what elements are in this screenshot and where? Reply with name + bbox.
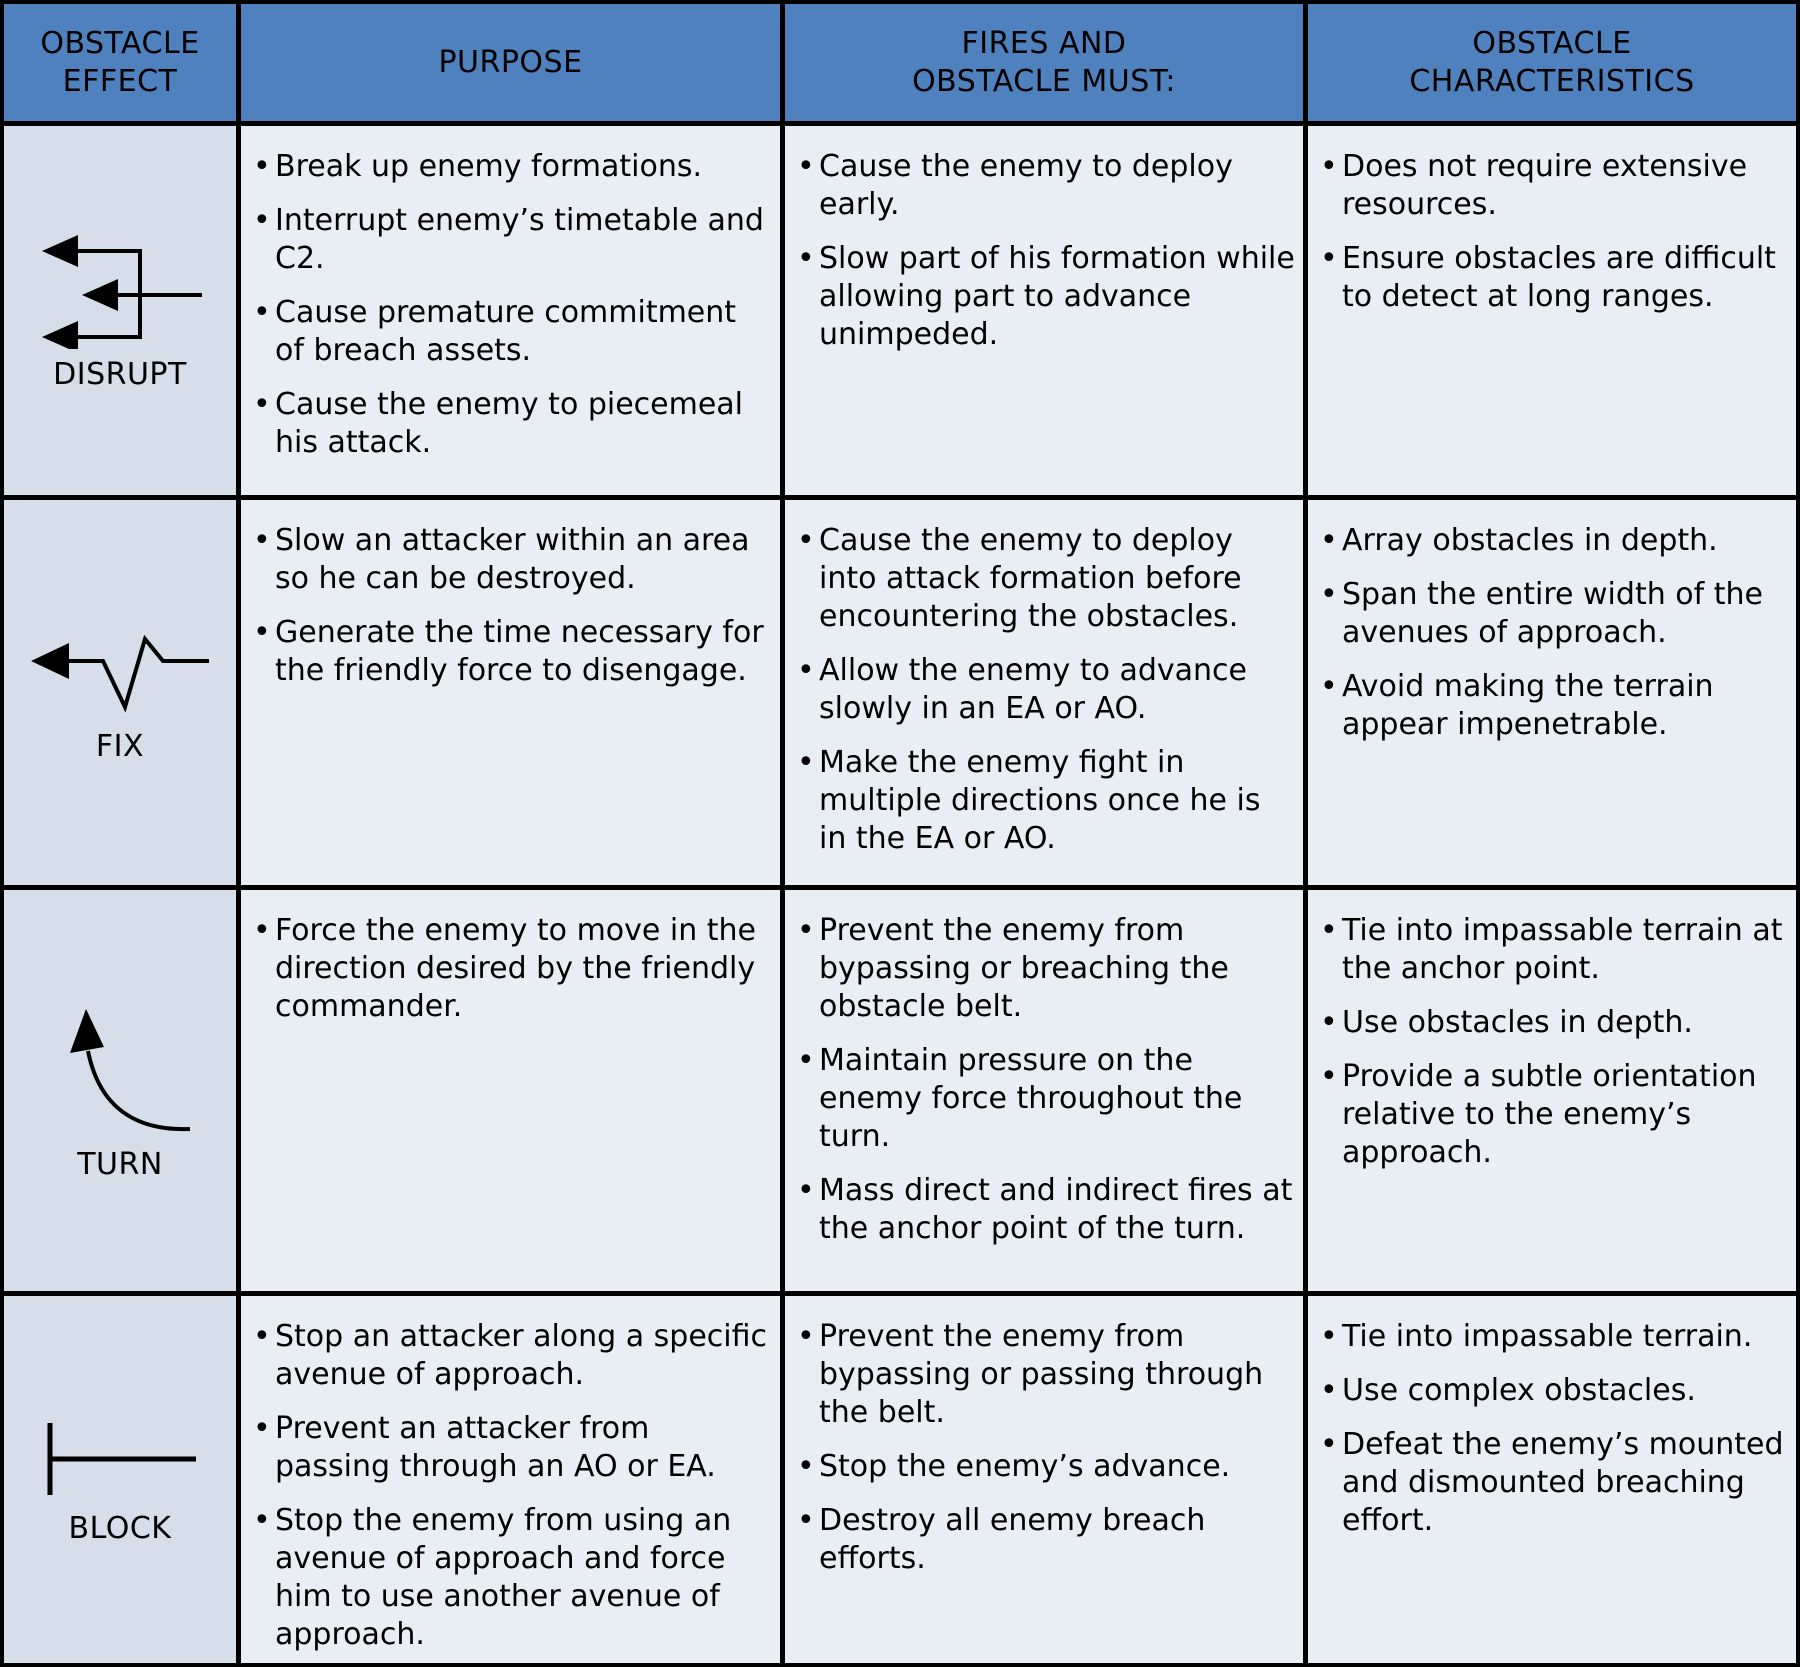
effect-cell-block xyxy=(4,1296,236,1663)
disrupt-icon xyxy=(30,229,210,349)
list-item: • Destroy all enemy breach efforts. xyxy=(797,1502,1295,1578)
header-fires-line1: FIRES AND xyxy=(961,25,1127,61)
list-item: • Mass direct and indirect fires at the anchor point of the turn. xyxy=(797,1172,1295,1248)
header-effect-line1: OBSTACLE xyxy=(40,25,200,61)
header-characteristics xyxy=(1308,4,1796,121)
header-fires xyxy=(785,4,1303,121)
list-item: • Tie into impassable terrain at the anchor point. xyxy=(1320,912,1788,988)
list-item: • Slow an attacker within an area so he can be destroyed. xyxy=(253,522,772,598)
fires-cell-turn xyxy=(785,890,1303,1291)
list-item: • Tie into impassable terrain. xyxy=(1320,1318,1788,1356)
list-item: • Avoid making the terrain appear impenetrable. xyxy=(1320,668,1788,744)
list-item: • Prevent the enemy from bypassing or passing through the belt. xyxy=(797,1318,1295,1432)
header-characteristics-line1: OBSTACLE xyxy=(1472,25,1632,61)
characteristics-cell-fix xyxy=(1308,500,1796,885)
fires-cell-block xyxy=(785,1296,1303,1663)
effect-cell-fix xyxy=(4,500,236,885)
list-item: • Break up enemy formations. xyxy=(253,148,772,186)
list-item: • Use complex obstacles. xyxy=(1320,1372,1788,1410)
list-item: • Array obstacles in depth. xyxy=(1320,522,1788,560)
fix-icon xyxy=(25,621,215,721)
header-purpose-text: PURPOSE xyxy=(438,44,583,80)
effect-cell-disrupt xyxy=(4,126,236,495)
header-obstacle-effect xyxy=(4,4,236,121)
list-item: • Use obstacles in depth. xyxy=(1320,1004,1788,1042)
list-item: • Cause the enemy to piecemeal his attack. xyxy=(253,386,772,462)
fires-cell-fix xyxy=(785,500,1303,885)
effect-label-turn: TURN xyxy=(77,1147,163,1182)
effect-label-block: BLOCK xyxy=(68,1511,172,1546)
effect-cell-turn xyxy=(4,890,236,1291)
list-item: • Slow part of his formation while allowing part to advance unimpeded. xyxy=(797,240,1295,354)
effect-label-fix: FIX xyxy=(95,729,145,764)
characteristics-cell-disrupt xyxy=(1308,126,1796,495)
list-item: • Ensure obstacles are difficult to detect at long ranges. xyxy=(1320,240,1788,316)
list-item: • Cause premature commitment of breach assets. xyxy=(253,294,772,370)
turn-icon xyxy=(30,999,210,1139)
list-item: • Generate the time necessary for the friendly force to disengage. xyxy=(253,614,772,690)
list-item: • Cause the enemy to deploy into attack formation before encountering the obstacles. xyxy=(797,522,1295,636)
characteristics-cell-turn xyxy=(1308,890,1796,1291)
list-item: • Prevent the enemy from bypassing or breaching the obstacle belt. xyxy=(797,912,1295,1026)
header-fires-line2: OBSTACLE MUST: xyxy=(912,63,1176,99)
list-item: • Provide a subtle orientation relative to the enemy’s approach. xyxy=(1320,1058,1788,1172)
purpose-cell-disrupt xyxy=(241,126,780,495)
block-icon xyxy=(30,1413,210,1503)
list-item: • Stop the enemy’s advance. xyxy=(797,1448,1295,1486)
fires-cell-disrupt xyxy=(785,126,1303,495)
list-item: • Cause the enemy to deploy early. xyxy=(797,148,1295,224)
list-item: • Span the entire width of the avenues of approach. xyxy=(1320,576,1788,652)
characteristics-cell-block xyxy=(1308,1296,1796,1663)
purpose-cell-block xyxy=(241,1296,780,1663)
list-item: • Force the enemy to move in the direction desired by the friendly commander. xyxy=(253,912,772,1026)
list-item: • Stop an attacker along a specific avenue of approach. xyxy=(253,1318,772,1394)
list-item: • Defeat the enemy’s mounted and dismounted breaching effort. xyxy=(1320,1426,1788,1540)
list-item: • Make the enemy fight in multiple directions once he is in the EA or AO. xyxy=(797,744,1295,858)
header-effect-line2: EFFECT xyxy=(62,63,178,99)
list-item: • Allow the enemy to advance slowly in an EA or AO. xyxy=(797,652,1295,728)
list-item: • Interrupt enemy’s timetable and C2. xyxy=(253,202,772,278)
list-item: • Maintain pressure on the enemy force throughout the turn. xyxy=(797,1042,1295,1156)
purpose-cell-fix xyxy=(241,500,780,885)
list-item: • Does not require extensive resources. xyxy=(1320,148,1788,224)
purpose-cell-turn xyxy=(241,890,780,1291)
effect-label-disrupt: DISRUPT xyxy=(53,357,187,392)
list-item: • Stop the enemy from using an avenue of approach and force him to use another avenue of approach. xyxy=(253,1502,772,1654)
header-purpose xyxy=(241,4,780,121)
list-item: • Prevent an attacker from passing through an AO or EA. xyxy=(253,1410,772,1486)
header-characteristics-line2: CHARACTERISTICS xyxy=(1409,63,1695,99)
